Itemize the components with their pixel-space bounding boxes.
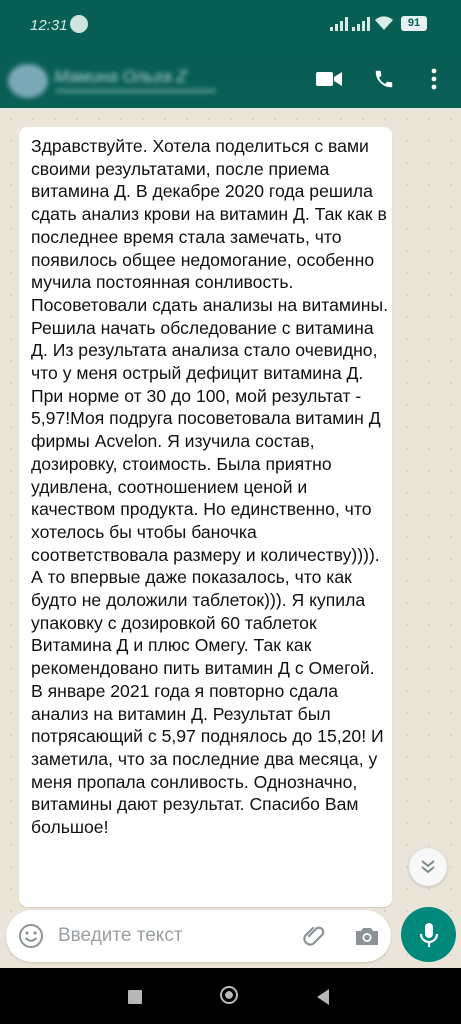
mic-icon [419,921,439,949]
video-call-icon[interactable] [314,64,344,94]
message-input[interactable]: Введите текст [58,925,183,946]
chat-header [0,52,461,108]
chevron-double-down-icon[interactable] [409,848,447,886]
more-vertical-icon[interactable] [419,64,449,94]
message-bubble[interactable] [19,127,392,907]
wifi-icon [374,15,394,31]
message-text: Здравствуйте. Хотела поделиться с вами своими результатами, после приема витамина Д. В декабре 2020 года решила сдать анализ крови на витамин Д. Так как в последнее время стала замечать, что появилось общее недомогание, особенно мучила постоянная сонливость. Посоветовали сдать анализы на витамины. Решила начать обследование с витамина Д. Из результата анализа стало очевидно, что у меня острый дефицит витамина Д. При норме от 30 до 100, мой результат - 5,97!Моя подруга посоветовала витамин Д фирмы Acvelon. Я изучила состав, дозировку, стоимость. Была приятно удивлена, соотношением ценой и качеством продукта. Но единственно, что хотелось бы чтобы баночка соответствовала размеру и количеству)))). А то впервые даже показалось, что как будто не доложили таблеток))). Я купила упаковку с дозировкой 60 таблеток Витамина Д и плюс Омегу. Так как рекомендовано пить витамин Д с Омегой. В январе 2021 года я повторно сдала анализ на витамин Д. Результат был потрясающий с 5,97 поднялось до 15,20! И заметила, что за последние два месяца, у меня пропала сонливость. Однозначно, витамины дают результат. Спасибо Вам большое! [31,136,389,838]
emoji-icon[interactable] [18,923,44,949]
home-button[interactable] [220,986,238,1004]
message-input-bar[interactable] [6,910,391,962]
paperclip-icon[interactable] [300,922,328,950]
phone-icon[interactable] [369,64,399,94]
system-navigation-bar [0,968,461,1024]
dnd-icon [70,15,88,33]
avatar[interactable] [8,64,48,98]
contact-info[interactable] [0,62,230,102]
back-button[interactable] [317,989,329,1005]
signal-icon-2 [352,17,370,31]
status-time: 12:31 [30,17,68,34]
signal-icon [330,17,348,31]
battery-icon: 91 [401,16,427,31]
contact-status [56,89,216,93]
contact-name[interactable]: Мамина Ольга Z [54,67,187,86]
recents-button[interactable] [128,990,142,1004]
mic-button[interactable] [401,907,456,962]
status-bar [0,0,461,52]
camera-icon[interactable] [353,922,381,950]
